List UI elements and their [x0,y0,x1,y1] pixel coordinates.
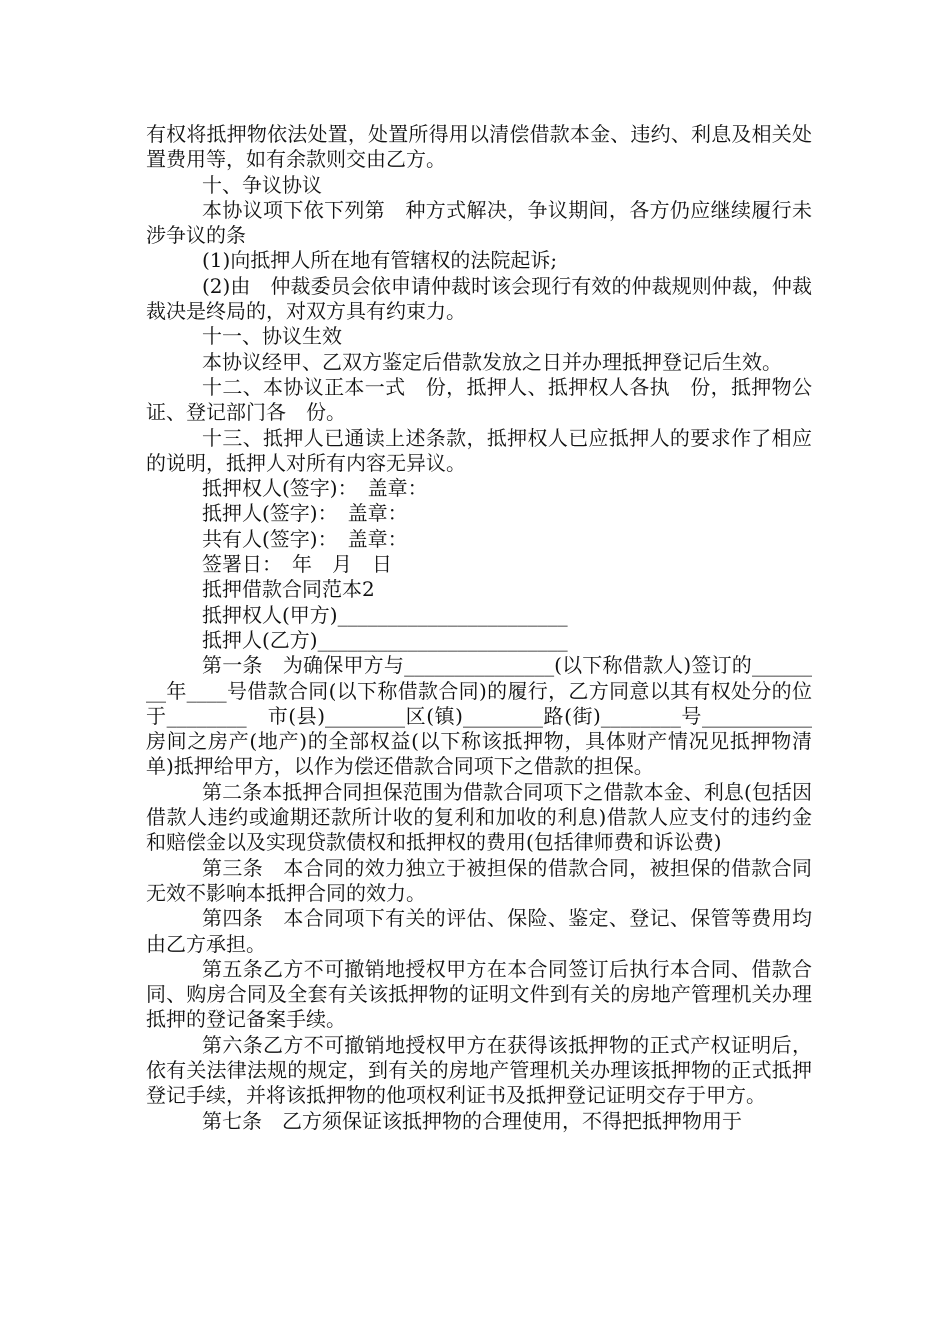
party-b-line: 抵押人(乙方)_________________________ [202,627,568,652]
section-title-template-2: 抵押借款合同范本2 [202,577,375,602]
article-3: 第三条 本合同的效力独立于被担保的借款合同，被担保的借款合同无效不影响本抵押合同的效力。 [146,855,812,905]
heading-effective: 十一、协议生效 [202,324,342,349]
signature-date: 签署日： 年 月 日 [202,552,392,577]
article-6: 第六条乙方不可撤销地授权甲方在获得该抵押物的正式产权证明后，依有关法律法规的规定，到有关的房地产管理机关办理该抵押物的正式抵押登记手续，并将该抵押物的他项权利证书及抵押登记证明交存于甲方。 [146,1032,812,1108]
paragraph-disposal: 有权将抵押物依法处置，处置所得用以清偿借款本金、违约、利息及相关处置费用等，如有余款则交由乙方。 [146,122,812,172]
article-4: 第四条 本合同项下有关的评估、保险、鉴定、登记、保管等费用均由乙方承担。 [146,906,812,956]
article-2: 第二条本抵押合同担保范围为借款合同项下之借款本金、利息(包括因借款人违约或逾期还款所计收的复利和加收的利息)借款人应支付的违约金和赔偿金以及实现贷款债权和抵押权的费用(包括律师费和诉讼费) [146,779,812,855]
heading-dispute: 十、争议协议 [202,172,322,197]
signature-mortgagor: 抵押人(签字)： 盖章： [202,501,408,526]
paragraph-dispute-option-2: (2)由 仲裁委员会依申请仲裁时该会现行有效的仲裁规则仲裁，仲裁裁决是终局的，对双方具有约束力。 [146,273,812,324]
article-7: 第七条 乙方须保证该抵押物的合理使用，不得把抵押物用于 [202,1108,742,1133]
document-page [146,122,812,1134]
article-5: 第五条乙方不可撤销地授权甲方在本合同签订后执行本合同、借款合同、购房合同及全套有关该抵押物的证明文件到有关的房地产管理机关办理抵押的登记备案手续。 [146,956,812,1032]
signature-mortgagee: 抵押权人(签字)： 盖章： [202,476,428,501]
article-1: 第一条 为确保甲方与_______________(以下称借款人)签订的________年____号借款合同(以下称借款合同)的履行，乙方同意以其有权处分的位于________ 市(县)________区(镇)________路(街)________号___________房间之房产(地产)的全部权益(以下称该抵押物，具体财产情况见抵押物清单)抵押给甲方，以作为偿还借款合同项下之借款的担保。 [146,653,812,779]
paragraph-acknowledgement: 十三、抵押人已通读上述条款，抵押权人已应抵押人的要求作了相应的说明，抵押人对所有内容无异议。 [146,425,812,475]
paragraph-effective: 本协议经甲、乙双方鉴定后借款发放之日并办理抵押登记后生效。 [202,349,782,374]
party-a-line: 抵押权人(甲方)_______________________ [202,602,568,627]
paragraph-copies: 十二、本协议正本一式 份，抵押人、抵押权人各执 份，抵押物公证、登记部门各 份。 [146,374,812,425]
signature-co-owner: 共有人(签字)： 盖章： [202,526,408,551]
paragraph-dispute-option-1: (1)向抵押人所在地有管辖权的法院起诉; [202,248,558,273]
paragraph-dispute: 本协议项下依下列第 种方式解决，争议期间，各方仍应继续履行未涉争议的条 [146,197,812,248]
